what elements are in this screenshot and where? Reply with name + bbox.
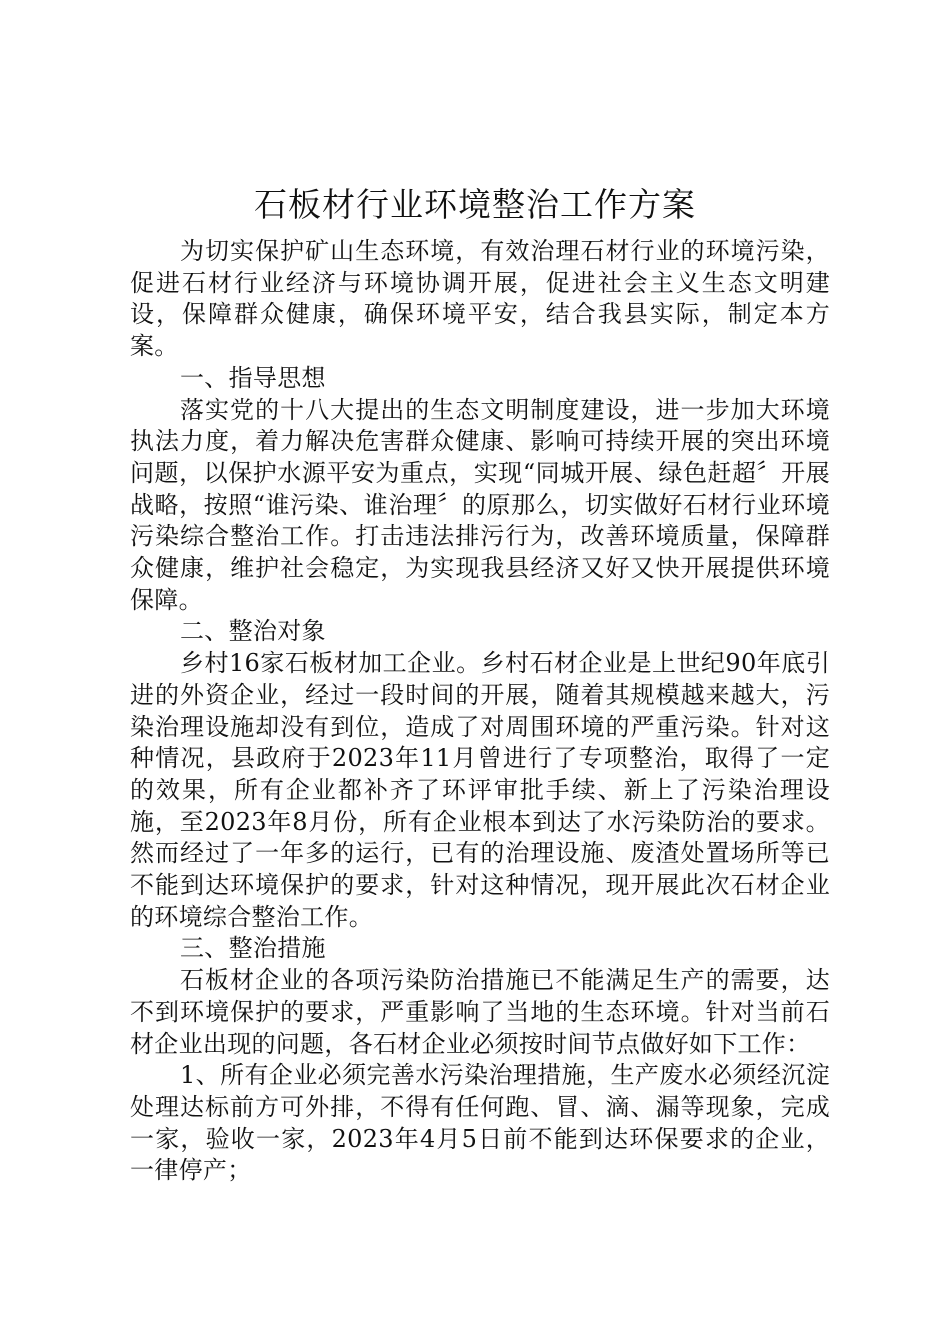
document-body: [130, 236, 830, 1187]
section-paragraph-guiding-ideology: 落实党的十八大提出的生态文明制度建设，进一步加大环境执法力度，着力解决危害群众健康、影响可持续开展的突出环境问题，以保护水源平安为重点，实现“同城开展、绿色赶超〞开展战略，按照“谁污染、谁治理〞的原那么，切实做好石材行业环境污染综合整治工作。打击违法排污行为，改善环境质量，保障群众健康，维护社会稳定，为实现我县经济又好又快开展提供环境保障。: [130, 395, 830, 614]
section-heading-guiding-ideology: 一、指导思想: [180, 363, 326, 392]
section-paragraph-targets: 乡村16家石板材加工企业。乡村石材企业是上世纪90年底引进的外资企业，经过一段时间的开展，随着其规模越来越大，污染治理设施却没有到位，造成了对周围环境的严重污染。针对这种情况，县政府于2023年11月曾进行了专项整治，取得了一定的效果，所有企业都补齐了环评审批手续、新上了污染治理设施，至2023年8月份，所有企业根本到达了水污染防治的要求。然而经过了一年多的运行，已有的治理设施、废渣处置场所等已不能到达环境保护的要求，针对这种情况，现开展此次石材企业的环境综合整治工作。: [130, 649, 830, 931]
section-paragraph-measures: 石板材企业的各项污染防治措施已不能满足生产的需要，达不到环境保护的要求，严重影响了当地的生态环境。针对当前石材企业出现的问题，各石材企业必须按时间节点做好如下工作：: [130, 966, 830, 1058]
intro-paragraph: 为切实保护矿山生态环境，有效治理石材行业的环境污染，促进石材行业经济与环境协调开展，促进社会主义生态文明建设，保障群众健康，确保环境平安，结合我县实际，制定本方案。: [130, 237, 830, 361]
document-title: 石板材行业环境整治工作方案: [254, 185, 696, 224]
section-heading-targets: 二、整治对象: [180, 617, 326, 646]
list-item-measure-1: 1、所有企业必须完善水污染治理措施，生产废水必须经沉淀处理达标前方可外排，不得有任何跑、冒、滴、漏等现象，完成一家，验收一家，2023年4月5日前不能到达环保要求的企业，一律停产；: [130, 1061, 830, 1185]
section-heading-measures: 三、整治措施: [180, 934, 326, 963]
